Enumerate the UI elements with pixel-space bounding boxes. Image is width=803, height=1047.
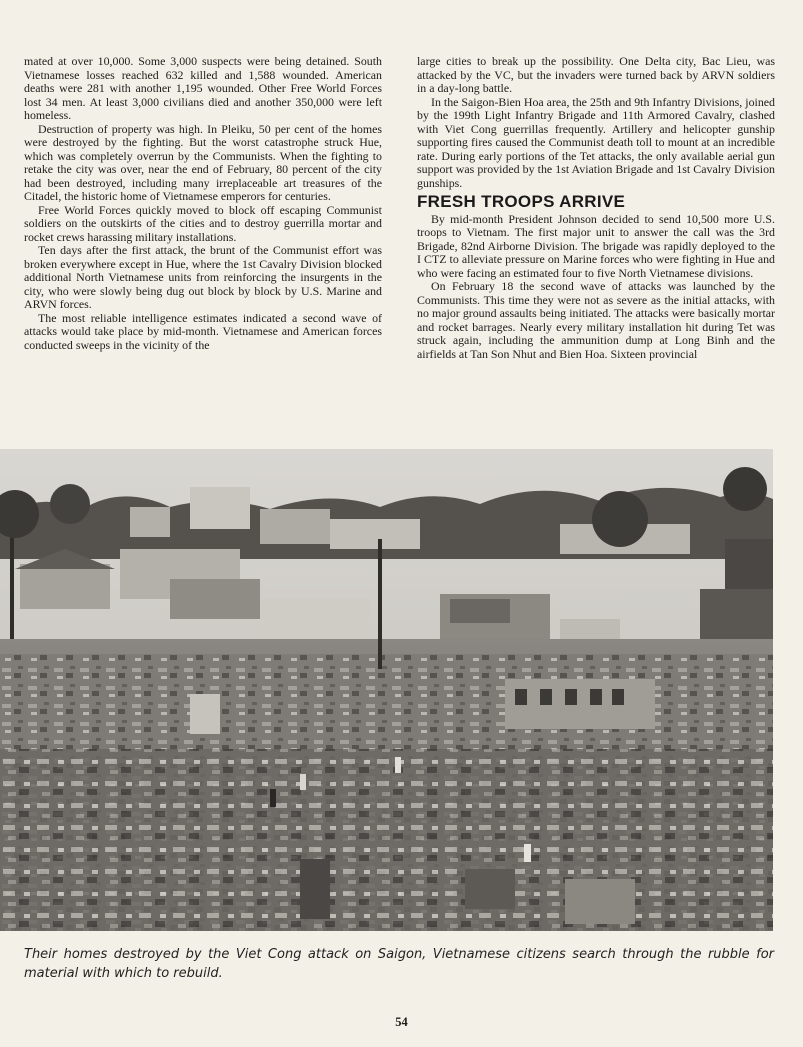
body-paragraph: Ten days after the first attack, the brunt of the Communist effort was broken everywhere except in Hue, where the 1st Cavalry Division blocked additional North Vietnamese units from reinforcing the insurgents in the city, who were slowly being dug out block by block by U.S. Marine and ARVN forces. <box>24 243 382 311</box>
page-number: 54 <box>395 1015 408 1029</box>
body-paragraph: By mid-month President Johnson decided to send 10,500 more U.S. troops to Vietnam. The first major unit to answer the call was the 3rd Brigade, 82nd Airborne Division. The brigade was rapidly deployed to the I CTZ to alleviate pressure on Marine forces who were fighting in Hue and who were facing an estimated four to five North Vietnamese divisions. <box>417 211 775 280</box>
rubble-photo-illustration <box>0 449 773 931</box>
body-paragraph: Free World Forces quickly moved to block off escaping Communist soldiers on the outskirts of the cities and to destroy guerrilla mortar and rocket crews harassing military installations. <box>24 202 382 244</box>
photo-caption: Their homes destroyed by the Viet Cong attack on Saigon, Vietnamese citizens search through the rubble for material with which to rebuild. <box>24 947 774 981</box>
body-paragraph: On February 18 the second wave of attacks was launched by the Communists. This time they were not as severe as the initial attacks, with no major ground assaults being initiated. The attacks were basically mortar and rocket barrages. Nearly every military installation hit during Tet was struck again, including the ammunition dump at Long Binh and the airfields at Tan Son Nhut and Bien Hoa. Sixteen provincial <box>417 279 775 361</box>
left-column <box>24 55 382 352</box>
body-paragraph: Destruction of property was high. In Pleiku, 50 per cent of the homes were destroyed by the fighting. But the worst catastrophe struck Hue, which was completely overrun by the Communists. When the fighting to retake the city was over, near the end of February, 80 percent of the city had been destroyed, including many irreplaceable art treasures of the Citadel, the historic home of Vietnamese emperors for centuries. <box>24 121 382 203</box>
body-paragraph: mated at over 10,000. Some 3,000 suspects were being detained. South Vietnamese losses reached 632 killed and 1,588 wounded. American deaths were 281 with another 1,195 wounded. Other Free World Forces lost 34 men. At least 3,000 civilians died and another 350,000 were left homeless. <box>24 54 382 122</box>
body-paragraph: In the Saigon-Bien Hoa area, the 25th and 9th Infantry Divisions, joined by the 199th Light Infantry Brigade and 11th Armored Cavalry, clashed with Viet Cong guerrillas frequently. Artillery and helicopter gunship supporting fires caused the Communist death toll to mount at an incredible rate. During early portions of the Tet attacks, the only available aerial gun support was provided by the 1st Aviation Brigade and 1st Cavalry Division gunships. <box>417 94 775 190</box>
body-paragraph: The most reliable intelligence estimates indicated a second wave of attacks would take place by mid-month. Vietnamese and American forces conducted sweeps in the vicinity of the <box>24 310 382 352</box>
right-column <box>417 55 775 361</box>
section-heading: FRESH TROOPS ARRIVE <box>417 192 626 211</box>
body-paragraph: large cities to break up the possibility. One Delta city, Bac Lieu, was attacked by the VC, but the invaders were turned back by ARVN soldiers in a day-long battle. <box>417 54 775 95</box>
rubble-photo <box>0 449 773 931</box>
